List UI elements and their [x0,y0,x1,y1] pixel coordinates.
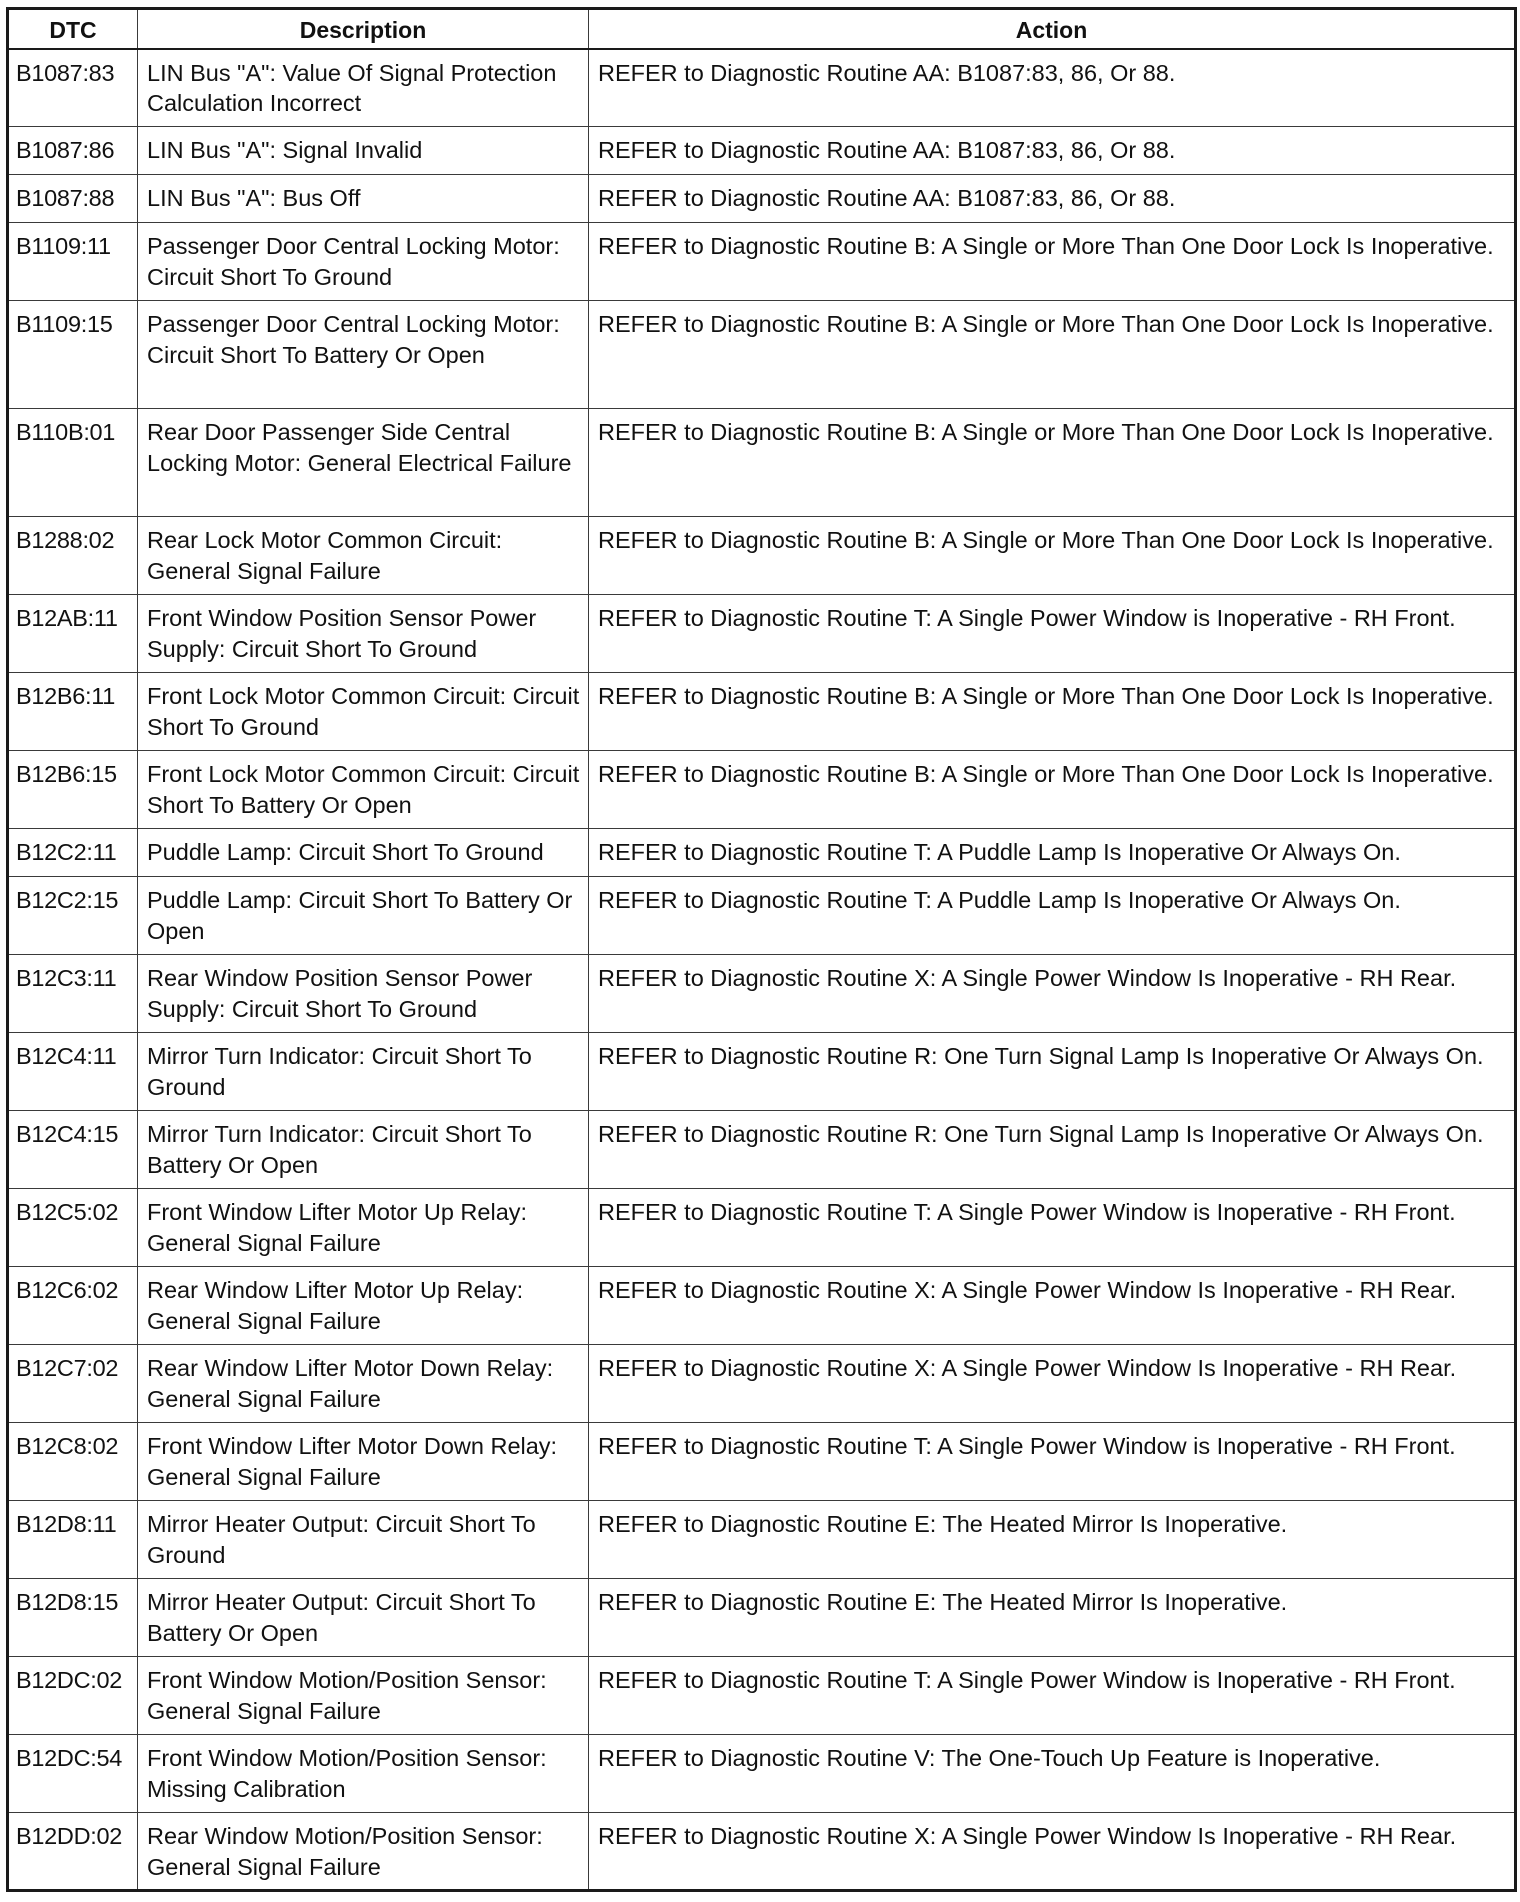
action-cell: REFER to Diagnostic Routine B: A Single or More Than One Door Lock Is Inoperative. [589,223,1516,301]
dtc-code-cell: B12C7:02 [8,1345,138,1423]
table-row [8,223,1516,301]
description-cell: Rear Window Lifter Motor Up Relay: General Signal Failure [138,1267,589,1345]
action-cell: REFER to Diagnostic Routine T: A Single Power Window is Inoperative - RH Front. [589,1189,1516,1267]
action-cell: REFER to Diagnostic Routine E: The Heated Mirror Is Inoperative. [589,1501,1516,1579]
dtc-code-cell: B12C2:11 [8,829,138,877]
table-row [8,829,1516,877]
action-cell: REFER to Diagnostic Routine R: One Turn Signal Lamp Is Inoperative Or Always On. [589,1111,1516,1189]
description-cell: LIN Bus "A": Value Of Signal Protection Calculation Incorrect [138,49,589,127]
dtc-code-cell: B12DD:02 [8,1813,138,1891]
dtc-code-cell: B12C5:02 [8,1189,138,1267]
description-cell: Front Window Lifter Motor Down Relay: General Signal Failure [138,1423,589,1501]
action-cell: REFER to Diagnostic Routine X: A Single Power Window Is Inoperative - RH Rear. [589,955,1516,1033]
description-cell: LIN Bus "A": Bus Off [138,175,589,223]
dtc-code-cell: B12C8:02 [8,1423,138,1501]
action-cell: REFER to Diagnostic Routine B: A Single or More Than One Door Lock Is Inoperative. [589,673,1516,751]
dtc-code-cell: B1087:88 [8,175,138,223]
table-row [8,1267,1516,1345]
table-header-row [8,9,1516,49]
action-cell: REFER to Diagnostic Routine AA: B1087:83, 86, Or 88. [589,175,1516,223]
header-description: Description [138,9,589,49]
dtc-code-cell: B12C4:15 [8,1111,138,1189]
table-row [8,1501,1516,1579]
table-row [8,1111,1516,1189]
dtc-code-cell: B110B:01 [8,409,138,517]
description-cell: Passenger Door Central Locking Motor: Circuit Short To Ground [138,223,589,301]
table-row [8,175,1516,223]
action-cell: REFER to Diagnostic Routine T: A Puddle Lamp Is Inoperative Or Always On. [589,829,1516,877]
description-cell: Mirror Heater Output: Circuit Short To Ground [138,1501,589,1579]
description-cell: Mirror Turn Indicator: Circuit Short To Ground [138,1033,589,1111]
table-row [8,751,1516,829]
description-cell: Rear Door Passenger Side Central Locking Motor: General Electrical Failure [138,409,589,517]
dtc-code-cell: B12C6:02 [8,1267,138,1345]
dtc-code-cell: B1087:86 [8,127,138,175]
description-cell: Rear Lock Motor Common Circuit: General Signal Failure [138,517,589,595]
header-dtc: DTC [8,9,138,49]
table-row [8,517,1516,595]
description-cell: Front Window Motion/Position Sensor: Missing Calibration [138,1735,589,1813]
description-cell: Front Window Position Sensor Power Supply: Circuit Short To Ground [138,595,589,673]
description-cell: Rear Window Position Sensor Power Supply: Circuit Short To Ground [138,955,589,1033]
action-cell: REFER to Diagnostic Routine T: A Single Power Window is Inoperative - RH Front. [589,1423,1516,1501]
dtc-code-cell: B12DC:02 [8,1657,138,1735]
description-cell: Rear Window Lifter Motor Down Relay: General Signal Failure [138,1345,589,1423]
table-row [8,1735,1516,1813]
description-cell: LIN Bus "A": Signal Invalid [138,127,589,175]
action-cell: REFER to Diagnostic Routine X: A Single Power Window Is Inoperative - RH Rear. [589,1267,1516,1345]
action-cell: REFER to Diagnostic Routine B: A Single or More Than One Door Lock Is Inoperative. [589,409,1516,517]
dtc-code-cell: B12D8:11 [8,1501,138,1579]
dtc-code-cell: B12D8:15 [8,1579,138,1657]
action-cell: REFER to Diagnostic Routine B: A Single or More Than One Door Lock Is Inoperative. [589,517,1516,595]
description-cell: Puddle Lamp: Circuit Short To Ground [138,829,589,877]
description-cell: Front Window Motion/Position Sensor: General Signal Failure [138,1657,589,1735]
table-row [8,877,1516,955]
dtc-code-cell: B12C2:15 [8,877,138,955]
table-row [8,1579,1516,1657]
action-cell: REFER to Diagnostic Routine R: One Turn Signal Lamp Is Inoperative Or Always On. [589,1033,1516,1111]
description-cell: Front Window Lifter Motor Up Relay: General Signal Failure [138,1189,589,1267]
description-cell: Mirror Heater Output: Circuit Short To Battery Or Open [138,1579,589,1657]
table-row [8,127,1516,175]
table-row [8,1345,1516,1423]
description-cell: Mirror Turn Indicator: Circuit Short To Battery Or Open [138,1111,589,1189]
table-row [8,955,1516,1033]
action-cell: REFER to Diagnostic Routine E: The Heated Mirror Is Inoperative. [589,1579,1516,1657]
dtc-code-cell: B1087:83 [8,49,138,127]
dtc-code-cell: B12C3:11 [8,955,138,1033]
table-row [8,1813,1516,1891]
description-cell: Puddle Lamp: Circuit Short To Battery Or Open [138,877,589,955]
dtc-code-cell: B12B6:11 [8,673,138,751]
table-row [8,673,1516,751]
table-row [8,1189,1516,1267]
action-cell: REFER to Diagnostic Routine AA: B1087:83, 86, Or 88. [589,127,1516,175]
action-cell: REFER to Diagnostic Routine AA: B1087:83, 86, Or 88. [589,49,1516,127]
description-cell: Front Lock Motor Common Circuit: Circuit Short To Ground [138,673,589,751]
table-row [8,301,1516,409]
header-action: Action [589,9,1516,49]
action-cell: REFER to Diagnostic Routine X: A Single Power Window Is Inoperative - RH Rear. [589,1345,1516,1423]
action-cell: REFER to Diagnostic Routine T: A Single Power Window is Inoperative - RH Front. [589,595,1516,673]
description-cell: Passenger Door Central Locking Motor: Circuit Short To Battery Or Open [138,301,589,409]
dtc-code-cell: B12B6:15 [8,751,138,829]
dtc-code-cell: B1109:11 [8,223,138,301]
action-cell: REFER to Diagnostic Routine T: A Single Power Window is Inoperative - RH Front. [589,1657,1516,1735]
action-cell: REFER to Diagnostic Routine B: A Single or More Than One Door Lock Is Inoperative. [589,751,1516,829]
action-cell: REFER to Diagnostic Routine X: A Single Power Window Is Inoperative - RH Rear. [589,1813,1516,1891]
table-row [8,409,1516,517]
table-row [8,49,1516,127]
table-row [8,595,1516,673]
action-cell: REFER to Diagnostic Routine V: The One-Touch Up Feature is Inoperative. [589,1735,1516,1813]
table-row [8,1033,1516,1111]
dtc-table [6,7,1517,1892]
dtc-code-cell: B12DC:54 [8,1735,138,1813]
dtc-code-cell: B12AB:11 [8,595,138,673]
table-row [8,1423,1516,1501]
action-cell: REFER to Diagnostic Routine T: A Puddle Lamp Is Inoperative Or Always On. [589,877,1516,955]
action-cell: REFER to Diagnostic Routine B: A Single or More Than One Door Lock Is Inoperative. [589,301,1516,409]
description-cell: Front Lock Motor Common Circuit: Circuit Short To Battery Or Open [138,751,589,829]
dtc-code-cell: B1109:15 [8,301,138,409]
description-cell: Rear Window Motion/Position Sensor: General Signal Failure [138,1813,589,1891]
table-row [8,1657,1516,1735]
dtc-code-cell: B1288:02 [8,517,138,595]
dtc-code-cell: B12C4:11 [8,1033,138,1111]
